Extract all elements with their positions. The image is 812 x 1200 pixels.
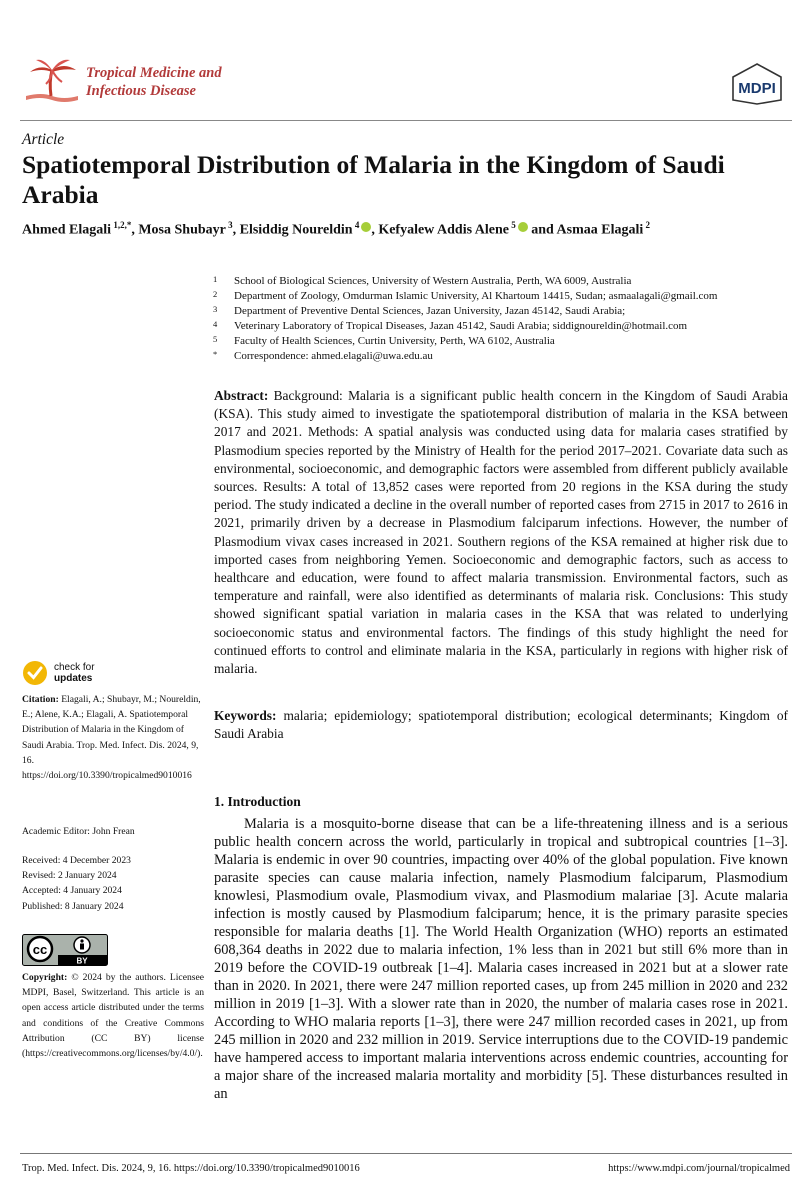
- author-name: Asmaa Elagali: [556, 222, 644, 238]
- journal-name: [86, 64, 222, 100]
- author-name: Elsiddig Noureldin: [239, 222, 353, 238]
- copyright-text: © 2024 by the authors. Licensee MDPI, Basel, Switzerland. This article is an open access article distributed under the terms and conditions of the Creative Commons Attribution (CC BY) license (https://creativecommons.org/licenses/by/4.0/).: [22, 972, 204, 1060]
- affiliation-text: Faculty of Health Sciences, Curtin University, Perth, WA 6102, Australia: [234, 335, 555, 347]
- academic-editor: Academic Editor: John Frean: [22, 826, 135, 837]
- orcid-icon[interactable]: [518, 222, 528, 232]
- date-published: Published: 8 January 2024: [22, 900, 124, 912]
- author-name: Mosa Shubayr: [138, 222, 226, 238]
- affiliation-marker: 1: [213, 274, 218, 284]
- palm-tree-logo-icon: [22, 56, 80, 106]
- journal-name-line2: Infectious Disease: [86, 83, 196, 99]
- abstract: [214, 387, 788, 678]
- keywords-label: Keywords:: [214, 708, 277, 723]
- affiliation-item: [213, 274, 788, 289]
- section-heading-introduction: 1. Introduction: [214, 794, 301, 809]
- footer-citation: Trop. Med. Infect. Dis. 2024, 9, 16. https://doi.org/10.3390/tropicalmed9010016: [22, 1163, 360, 1174]
- author-affiliation-marker: 3: [225, 220, 233, 230]
- affiliation-marker: *: [213, 349, 218, 359]
- article-title: Spatiotemporal Distribution of Malaria in the Kingdom of Saudi Arabia: [22, 150, 725, 209]
- keywords: [214, 707, 788, 743]
- author-affiliation-marker: 5: [508, 220, 516, 230]
- author-separator: ,: [131, 222, 139, 238]
- article-type: Article: [22, 131, 65, 148]
- date-received: Received: 4 December 2023: [22, 855, 131, 866]
- affiliation-marker: 5: [213, 334, 218, 344]
- author-list: [22, 220, 650, 239]
- affiliation-list: [213, 274, 788, 364]
- journal-name-line1: Tropical Medicine and: [86, 65, 222, 81]
- abstract-text: Background: Malaria is a significant public health concern in the Kingdom of Saudi Arabia (KSA). This study aimed to investigate the spatiotemporal distribution of malaria in the KSA between 2017 and 2021. Methods: A spatial analysis was conducted using data for malaria cases stratified by Plasmodium species reported by the Ministry of Health for the period 2017–2021. Covariate data such as environmental, socioeconomic, and demographic factors were assembled from different publicly available sources. Results: A total of 13,852 cases were reported from 20 regions in the KSA during the study period. The study indicated a decline in the overall number of reported cases from 2715 in 2017 to 2616 in 2021, primarily driven by a decrease in Plasmodium falciparum infections. However, the number of Plasmodium vivax cases increased in 2021. Southern regions of the KSA remained at higher risk due to imported cases from neighboring Yemen. Socioeconomic and demographic factors, such as access to healthcare and education, were found to affect malaria transmission. Environmental factors, such as temperature and rainfall, were also identified as determinants of malaria risk. Conclusions: This study showed significant spatial variation in malaria cases in the KSA that was related to underlying socioeconomic status and environmental factors. The findings of this study highlight the need for continued efforts to control and eliminate malaria in the KSA, particularly in regions with higher risk of malaria.: [214, 388, 788, 677]
- mdpi-logo-text: MDPI: [738, 80, 776, 97]
- affiliation-item: [213, 304, 788, 319]
- affiliation-text: School of Biological Sciences, University of Western Australia, Perth, WA 6009, Australia: [234, 275, 632, 287]
- author-separator: ,: [371, 222, 379, 238]
- date-accepted: Accepted: 4 January 2024: [22, 885, 122, 897]
- affiliation-item: [213, 334, 788, 349]
- copyright-label: Copyright:: [22, 972, 68, 983]
- check-updates-icon: [22, 660, 48, 686]
- citation-label: Citation:: [22, 694, 59, 705]
- copyright-block: [22, 970, 204, 1061]
- cc-text: cc: [32, 942, 48, 957]
- footer-divider: [20, 1153, 792, 1154]
- abstract-label: Abstract:: [214, 388, 269, 403]
- affiliation-marker: 3: [213, 304, 218, 314]
- footer-journal-url[interactable]: https://www.mdpi.com/journal/tropicalmed: [608, 1163, 790, 1174]
- citation-text: Elagali, A.; Shubayr, M.; Noureldin, E.; Alene, K.A.; Elagali, A. Spatiotemporal Distribution of Malaria in the Kingdom of Saudi Arabia. Trop. Med. Infect. Dis. 2024, 9, 16. https://doi.org/10.3390/tropicalmed9010016: [22, 694, 201, 782]
- check-for-updates-button[interactable]: [22, 660, 95, 686]
- keywords-text: malaria; epidemiology; spatiotemporal distribution; ecological determinants; Kingdom of Saudi Arabia: [214, 708, 788, 742]
- citation-block: [22, 692, 204, 783]
- affiliation-text: Veterinary Laboratory of Tropical Diseases, Jazan 45142, Saudi Arabia; siddignoureldin@hotmail.com: [234, 320, 688, 332]
- author-affiliation-marker: 2: [643, 220, 651, 230]
- by-text: BY: [76, 956, 88, 966]
- author-affiliation-marker: 4: [352, 220, 360, 230]
- check-updates-line2: updates: [54, 673, 93, 684]
- affiliation-item: [213, 289, 788, 304]
- check-updates-line1: check for: [54, 662, 95, 673]
- author-affiliation-marker: 1,2,*: [111, 220, 132, 230]
- header-divider: [20, 120, 792, 121]
- affiliation-item: [213, 319, 788, 334]
- author-separator: and: [527, 222, 557, 238]
- affiliation-marker: 4: [213, 319, 218, 329]
- cc-by-license-icon[interactable]: [22, 934, 108, 966]
- mdpi-logo-icon[interactable]: [728, 62, 786, 106]
- author-name: Ahmed Elagali: [22, 222, 112, 238]
- affiliation-text: Department of Preventive Dental Sciences, Jazan University, Jazan 45142, Saudi Arabia;: [234, 305, 626, 317]
- author-separator: ,: [232, 222, 240, 238]
- introduction-paragraph: Malaria is a mosquito-borne disease that can be a life-threatening illness and is a serious public health concern across the world, particularly in tropical and subtropical countries [1–3]. Malaria is endemic in over 90 countries, impacting over 40% of the global population. Five known parasite species can cause malaria infection, namely Plasmodium falciparum, Plasmodium knowlesi, Plasmodium ovale, Plasmodium vivax, and Plasmodium malariae [3]. Acute malaria infection is mostly caused by Plasmodium falciparum; hence, it is the primary parasite species responsible for malaria deaths [1]. The World Health Organization (WHO) reports an estimated 608,364 deaths in 2022 due to malaria infection, 1% less than in 2021 but still 6% more than in 2019 before the COVID-19 outbreak [1–4]. Malaria cases increased in 2021 but at a slower rate than in 2020. In 2021, there were 247 million reported cases, up from 245 million in 2020 and 232 million in 2019 [1–3]. With a slower rate than in 2020, the number of malaria cases rose in 2021. According to WHO malaria reports [1–3], there were 247 million recorded cases in 2021, up from 245 million in 2020 and 232 million in 2019. Service interruptions due to the COVID-19 pandemic have hampered access to important malaria interventions across endemic countries, accounting for a major share of the increased malaria mortality and morbidity [5]. These disturbances resulted in an: [214, 816, 788, 1102]
- affiliation-text: Department of Zoology, Omdurman Islamic University, Al Khartoum 14415, Sudan; asmaalagali@gmail.com: [234, 290, 718, 302]
- affiliation-text: Correspondence: ahmed.elagali@uwa.edu.au: [234, 350, 433, 362]
- affiliation-item: [213, 349, 788, 364]
- affiliation-marker: 2: [213, 289, 218, 299]
- date-revised: Revised: 2 January 2024: [22, 870, 117, 882]
- publication-dates: [22, 853, 204, 914]
- orcid-icon[interactable]: [361, 222, 371, 232]
- author-name: Kefyalew Addis Alene: [378, 222, 509, 238]
